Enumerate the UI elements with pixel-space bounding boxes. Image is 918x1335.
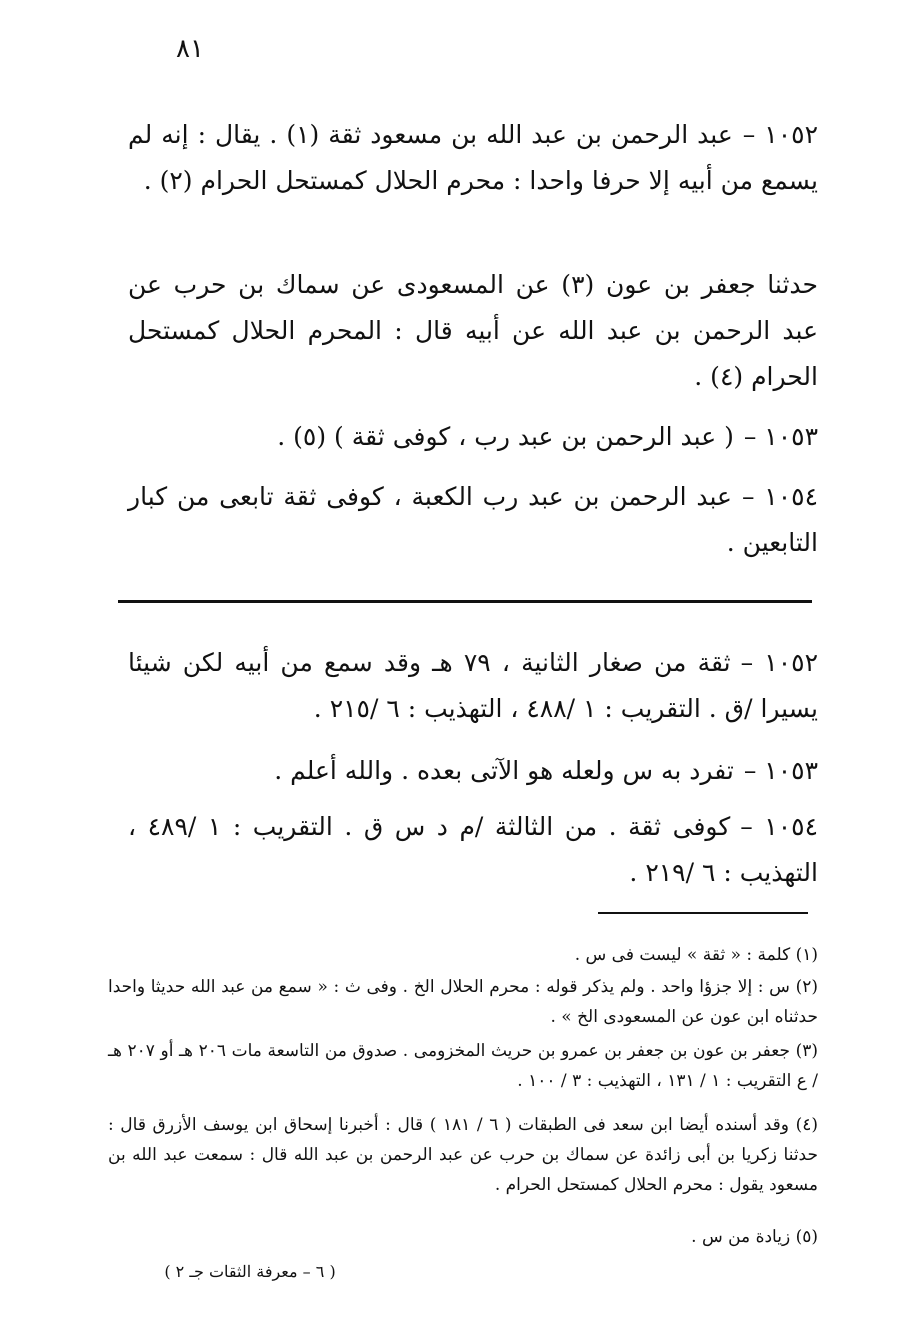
entry-text: عبد الرحمن بن عبد الله بن مسعود ثقة (١) . يقال : إنه لم يسمع من أبيه إلا حرفا واحدا : محرم الحلال كمستحل الحرام (٢) . [128,120,818,195]
footnote-5: (٥) زيادة من س . [691,1227,818,1247]
footnote-4: (٤) وقد أسنده أيضا ابن سعد فى الطبقات ( ٦ / ١٨١ ) قال : أخبرنا إسحاق ابن يوسف الأزرق قال : حدثنا زكريا بن أبى زائدة عن سماك بن حرب عن عبد الرحمن بن عبد الله قال : سمعت عبد الله بن مسعود يقول : محرم الحلال كمستحل الحرام . [108,1115,818,1195]
entry-text: ( عبد الرحمن بن عبد رب ، كوفى ثقة ) (٥) . [277,422,734,451]
footnote-2: (٢) س : إلا جزؤا واحد . ولم يذكر قوله : محرم الحلال الخ . وفى ث : « سمع من عبد الله حديثا واحدا حدثناه ابن عون عن المسعودى الخ » . [108,977,818,1027]
commentary-1052 [128,640,818,732]
page-number: ٨١ [176,34,204,64]
commentary-number: ١٠٥٤ – [740,812,819,841]
section-divider [118,600,812,603]
entry-1054 [128,474,818,566]
entry-1053 [128,414,818,460]
commentary-text: تفرد به س ولعله هو الآتى بعده . والله أعلم . [274,756,734,785]
footer-signature: ( ٦ – معرفة الثقات جـ ٢ ) [164,1262,336,1281]
entry-1052 [128,112,818,204]
footnote-3: (٣) جعفر بن عون بن جعفر بن عمرو بن حريث المخزومى . صدوق من التاسعة مات ٢٠٦ هـ أو ٢٠٧ هـ / ع التقريب : ١ / ١٣١ ، التهذيب : ٣ / ١٠٠ . [108,1041,818,1091]
entry-1052-hadith [128,262,818,400]
commentary-text: ثقة من صغار الثانية ، ٧٩ هـ وقد سمع من أبيه لكن شيئا يسيرا /ق . التقريب : ١ /٤٨٨ ، التهذيب : ٦ /٢١٥ . [128,648,818,723]
footnote-divider [598,912,808,914]
entry-number: ١٠٥٢ – [742,120,818,149]
entry-text: عبد الرحمن بن عبد رب الكعبة ، كوفى ثقة تابعى من كبار التابعين . [128,482,818,557]
entry-number: ١٠٥٤ – [741,482,818,511]
footnote-1: (١) كلمة : « ثقة » ليست فى س . [574,945,818,965]
commentary-1054 [128,804,818,896]
commentary-text: كوفى ثقة . من الثالثة /م د س ق . التقريب : ١ /٤٨٩ ، التهذيب : ٦ /٢١٩ . [128,812,818,887]
entry-text: حدثنا جعفر بن عون (٣) عن المسعودى عن سماك بن حرب عن عبد الرحمن بن عبد الله عن أبيه قال : المحرم الحلال كمستحل الحرام (٤) . [128,270,819,391]
commentary-number: ١٠٥٢ – [740,648,819,677]
commentary-number: ١٠٥٣ – [743,756,818,785]
commentary-1053 [128,748,818,794]
entry-number: ١٠٥٣ – [743,422,818,451]
